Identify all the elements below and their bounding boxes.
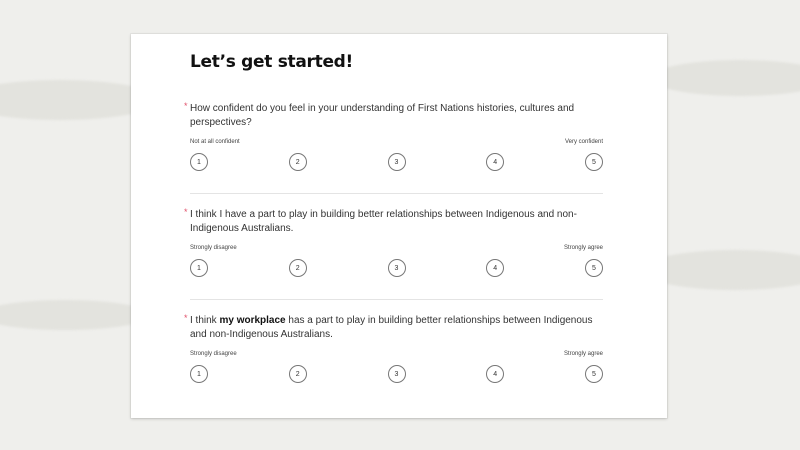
background-brush-stroke: [650, 60, 800, 96]
required-marker: *: [184, 207, 188, 217]
divider: [190, 299, 603, 300]
rating-options: [190, 259, 603, 277]
required-marker: *: [184, 313, 188, 323]
rating-option-4[interactable]: 4: [486, 365, 504, 383]
rating-option-1[interactable]: 1: [190, 365, 208, 383]
rating-option-2[interactable]: 2: [289, 153, 307, 171]
scale-labels: [190, 351, 603, 357]
rating-option-5[interactable]: 5: [585, 365, 603, 383]
scale-labels: [190, 139, 603, 145]
survey-card: [131, 34, 667, 418]
emphasis-text: my workplace: [219, 315, 286, 326]
scale-labels: [190, 245, 603, 251]
question-2-text: * I think I have a part to play in building better relationships between Indigenous and non-Indigenous Australians.: [184, 207, 577, 234]
required-marker: *: [184, 101, 188, 111]
rating-option-1[interactable]: 1: [190, 259, 208, 277]
rating-options: [190, 365, 603, 383]
scale-high-label: Strongly agree: [563, 351, 603, 357]
scale-high-label: Strongly agree: [563, 245, 603, 251]
rating-option-3[interactable]: 3: [388, 153, 406, 171]
scale-low-label: Strongly disagree: [190, 245, 237, 251]
rating-option-2[interactable]: 2: [289, 259, 307, 277]
question-1-text: * How confident do you feel in your understanding of First Nations histories, cultures and perspectives?: [184, 101, 575, 128]
rating-option-5[interactable]: 5: [585, 259, 603, 277]
rating-option-3[interactable]: 3: [388, 365, 406, 383]
scale-low-label: Not at all confident: [190, 139, 240, 145]
scale-high-label: Very confident: [564, 139, 603, 145]
question-3-text: * I think my workplace has a part to play in building better relationships between Indigenous and non-Indigenous Australians.: [184, 313, 593, 340]
question-3: [184, 313, 603, 383]
question-1: [184, 101, 603, 171]
scale-low-label: Strongly disagree: [190, 351, 237, 357]
rating-option-2[interactable]: 2: [289, 365, 307, 383]
background-brush-stroke: [0, 300, 150, 330]
rating-option-4[interactable]: 4: [486, 153, 504, 171]
rating-option-3[interactable]: 3: [388, 259, 406, 277]
rating-option-4[interactable]: 4: [486, 259, 504, 277]
rating-option-5[interactable]: 5: [585, 153, 603, 171]
question-2: [184, 207, 603, 277]
page-title: Let’s get started!: [190, 52, 354, 72]
rating-options: [190, 153, 603, 171]
divider: [190, 193, 603, 194]
rating-option-1[interactable]: 1: [190, 153, 208, 171]
